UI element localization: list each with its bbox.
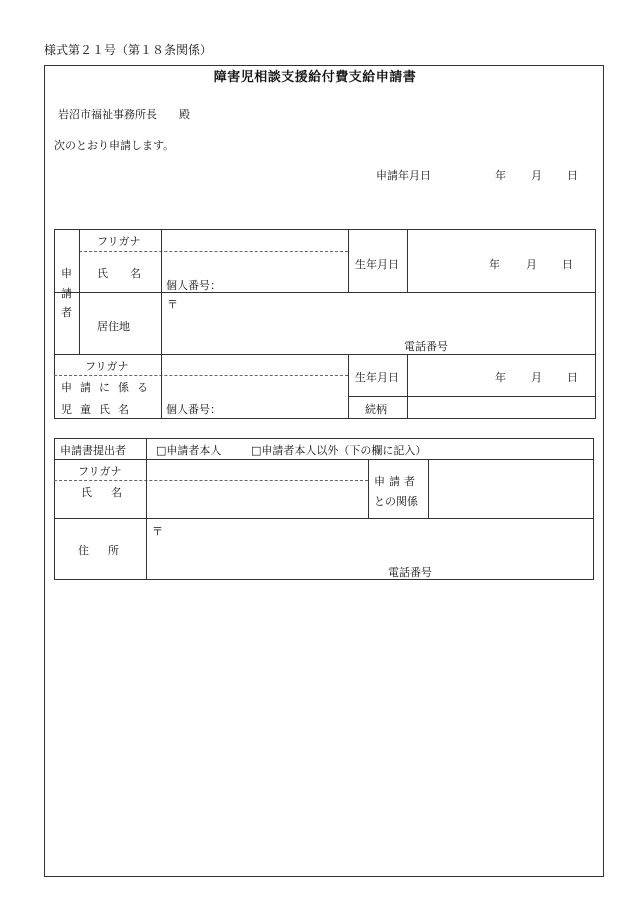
submitter-phone-label: 電話番号 [388, 566, 432, 579]
addressee: 岩沼市福祉事務所長 殿 [58, 108, 190, 121]
applicant-address-label: 居住地 [97, 320, 130, 333]
applicant-name-label: 氏 名 [97, 267, 141, 280]
child-birth-year[interactable]: 年 [495, 371, 506, 384]
applicant-birth-month[interactable]: 月 [526, 258, 537, 271]
submitter-relation-line2: との関係 [374, 495, 418, 508]
child-birth-day[interactable]: 日 [567, 371, 578, 384]
submitter-option-self[interactable]: □申請者本人 [156, 444, 222, 457]
applicant-birth-year[interactable]: 年 [489, 258, 500, 271]
child-birth-month[interactable]: 月 [531, 371, 542, 384]
child-relation-label: 続柄 [365, 403, 387, 416]
applicant-postal-mark: 〒 [167, 298, 178, 311]
submitter-name-label: 氏 名 [81, 486, 126, 499]
applicant-label-2: 請 [61, 287, 72, 300]
submitter-label: 申請書提出者 [60, 444, 126, 457]
submitter-relation-line1: 申請者 [374, 475, 419, 488]
applicant-label-1: 申 [61, 267, 72, 280]
application-date-month[interactable]: 月 [531, 169, 542, 182]
submitter-address-label: 住 所 [78, 544, 123, 557]
child-label-line2: 児童氏名 [61, 403, 137, 416]
intro-text: 次のとおり申請します。 [54, 139, 175, 152]
form-title: 障害児相談支援給付費支給申請書 [213, 70, 417, 85]
applicant-birth-day[interactable]: 日 [562, 258, 573, 271]
applicant-phone-label: 電話番号 [404, 340, 448, 353]
child-birthdate-label: 生年月日 [355, 371, 399, 384]
child-label-line1: 申請に係る [61, 381, 156, 394]
application-date-day[interactable]: 日 [567, 169, 578, 182]
applicant-label-3: 者 [61, 306, 72, 319]
form-number-note: 様式第２１号（第１８条関係） [44, 43, 213, 57]
child-furigana-label: フリガナ [85, 360, 129, 373]
submitter-furigana-label: フリガナ [78, 465, 122, 478]
application-date-label: 申請年月日 [376, 169, 431, 182]
applicant-furigana-label: フリガナ [97, 235, 141, 248]
submitter-option-other[interactable]: □申請者本人以外（下の欄に記入） [251, 444, 427, 457]
applicant-birthdate-label: 生年月日 [355, 258, 399, 271]
submitter-postal-mark: 〒 [152, 525, 163, 538]
child-personal-number-label: 個人番号： [166, 403, 221, 416]
applicant-personal-number-label: 個人番号： [166, 279, 221, 292]
application-date-year[interactable]: 年 [495, 169, 506, 182]
